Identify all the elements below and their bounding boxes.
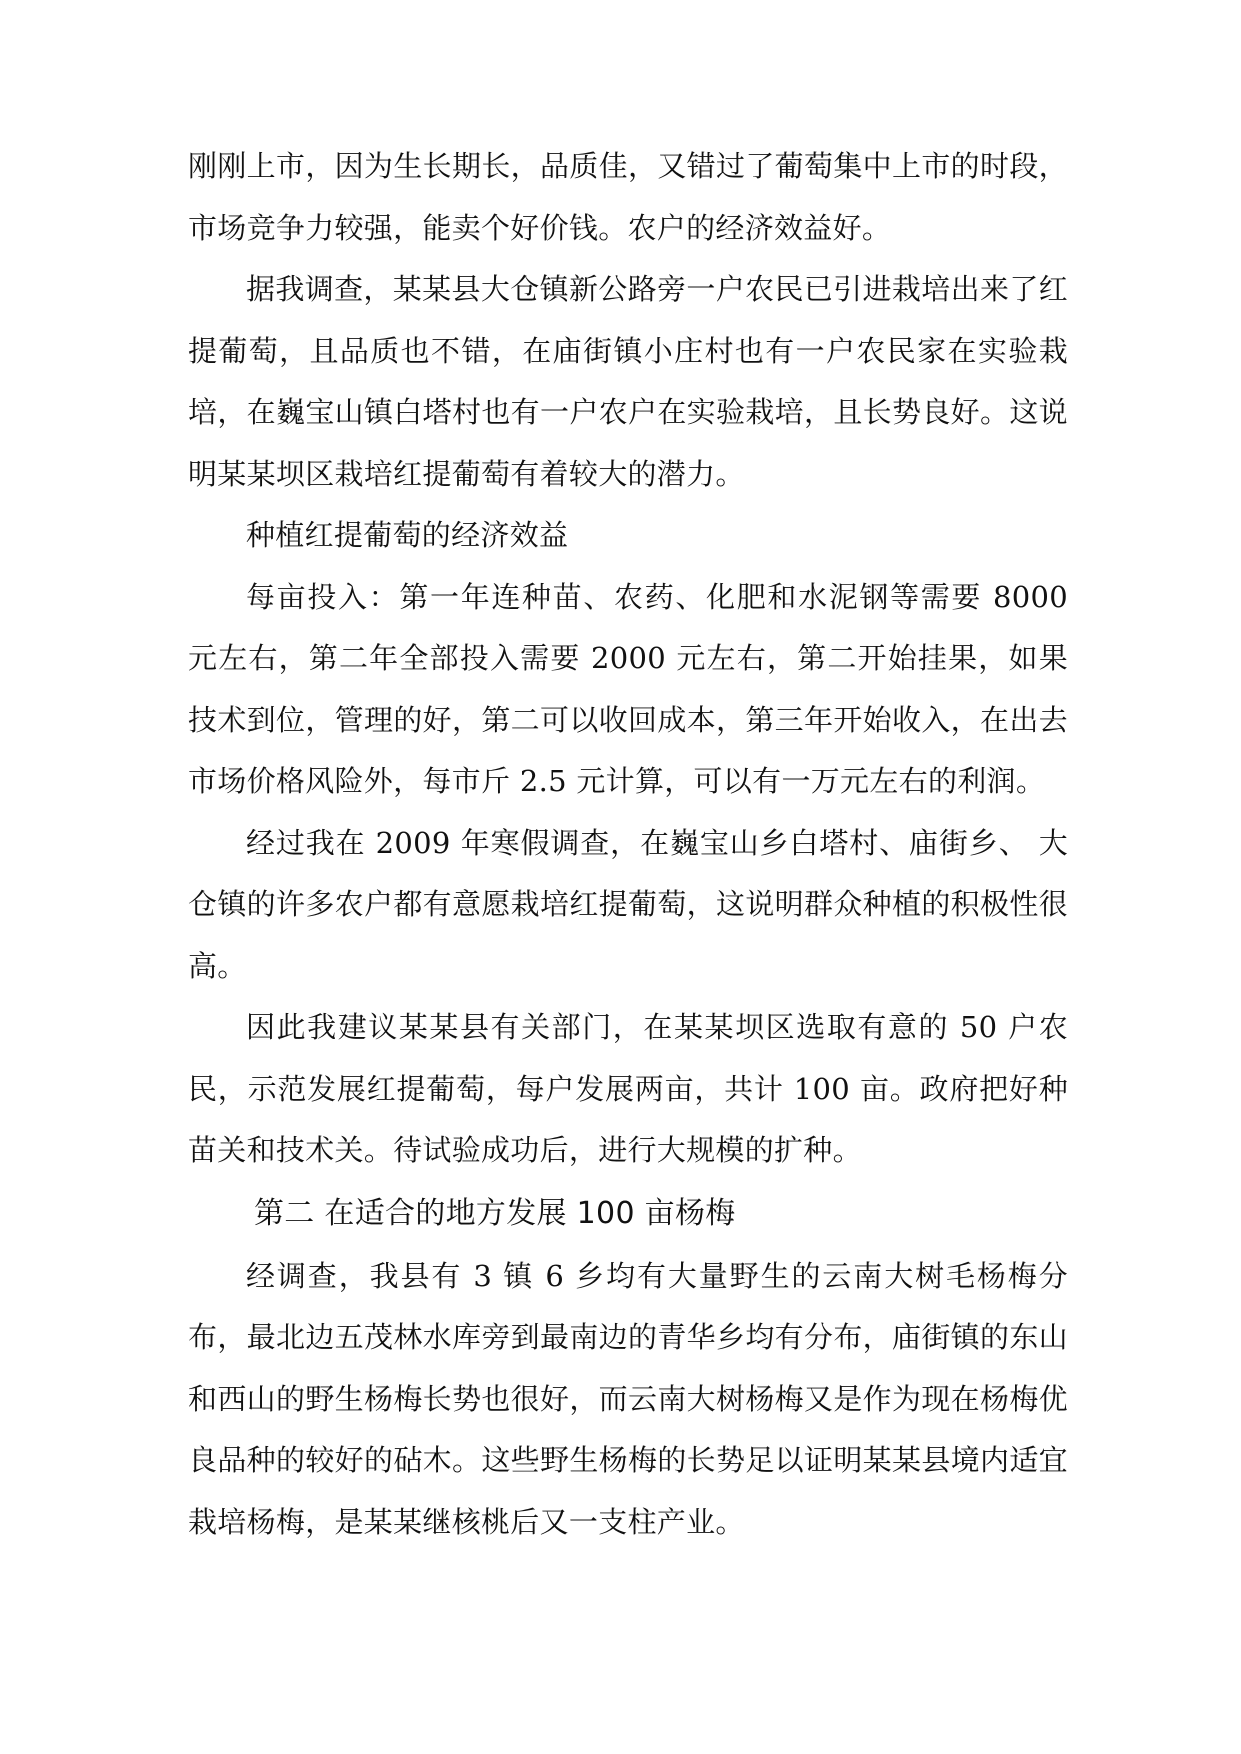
section-heading: 第二 在适合的地方发展 100 亩杨梅 [254,1195,736,1231]
paragraph-survey: 据我调查，某某县大仓镇新公路旁一户农民已引进栽培出来了红提葡萄，且品质也不错，在庙街镇小庄村也有一户农民家在实验栽培，在巍宝山镇白塔村也有一户农户在实验栽培，且长势良好。这说明某某坝区栽培红提葡萄有着较大的潜力。 [188,272,1068,491]
paragraph-investment: 每亩投入：第一年连种苗、农药、化肥和水泥钢等需要 8000 元左右，第二年全部投入需要 2000 元左右，第二开始挂果，如果技术到位，管理的好，第二可以收回成本，第三年开始收入，在出去市场价格风险外，每市斤 2.5 元计算，可以有一万元左右的利润。 [188,579,1068,798]
paragraph-subheading-benefit: 种植红提葡萄的经济效益 [246,518,569,552]
paragraph-recommendation: 因此我建议某某县有关部门，在某某坝区选取有意的 50 户农民，示范发展红提葡萄，每户发展两亩，共计 100 亩。政府把好种苗关和技术关。待试验成功后，进行大规模的扩种。 [188,1010,1068,1167]
paragraph-willingness: 经过我在 2009 年寒假调查，在巍宝山乡白塔村、庙街乡、 大仓镇的许多农户都有意愿栽培红提葡萄，这说明群众种植的积极性很高。 [188,825,1068,983]
document-body [188,136,1068,1553]
paragraph-continuation: 刚刚上市，因为生长期长，品质佳，又错过了葡萄集中上市的时段，市场竞争力较强，能卖个好价钱。农户的经济效益好。 [188,149,1068,245]
paragraph-bayberry: 经调查，我县有 3 镇 6 乡均有大量野生的云南大树毛杨梅分布，最北边五茂林水库旁到最南边的青华乡均有分布，庙街镇的东山和西山的野生杨梅长势也很好，而云南大树杨梅又是作为现在杨梅优良品种的较好的砧木。这些野生杨梅的长势足以证明某某县境内适宜栽培杨梅，是某某继核桃后又一支柱产业。 [188,1258,1068,1539]
